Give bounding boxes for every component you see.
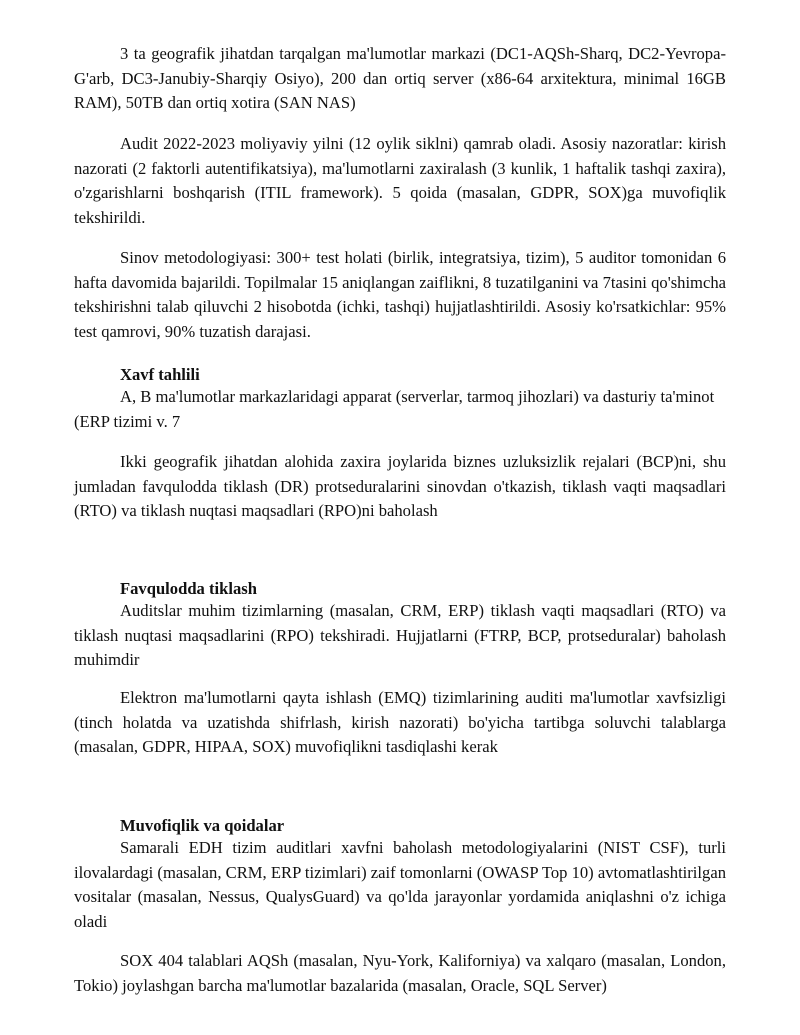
paragraph-data-centers: 3 ta geografik jihatdan tarqalgan ma'lumotlar markazi (DC1-AQSh-Sharq, DC2-Yevropa-G'arb, DC3-Janubiy-Sharqiy Osiyo), 200 dan ortiq server (x86-64 arxitektura, minimal 16GB RAM), 50TB dan ortiq xotira (SAN NAS)	[74, 44, 726, 113]
paragraph-risk-assessment: Samarali EDH tizim auditlari xavfni baholash metodologiyalarini (NIST CSF), turli ilovalardagi (masalan, CRM, ERP tizimlari) zaif tomonlarni (OWASP Top 10) avtomatlashtirilgan vositalar (masalan, Nessus, QualysGuard) va qo'lda jarayonlar yordamida aniqlashni o'z ichiga oladi	[74, 838, 726, 931]
paragraph-audit-scope: Audit 2022-2023 moliyaviy yilni (12 oylik siklni) qamrab oladi. Asosiy nazoratlar: kirish nazorati (2 faktorli autentifikatsiya), ma'lumotlarni zaxiralash (3 kunlik, 1 haftalik tashqi zaxira), o'zgarishlarni boshqarish (ITIL framework). 5 qoida (masalan, GDPR, SOX)ga muvofiqlik tekshirildi.	[74, 134, 726, 227]
heading-risk-analysis: Xavf tahlili	[120, 365, 200, 384]
paragraph-rto-rpo: Auditslar muhim tizimlarning (masalan, CRM, ERP) tiklash vaqti maqsadlari (RTO) va tiklash nuqtasi maqsadlarini (RPO) tekshiradi. Hujjatlarni (FTRP, BCP, protseduralar) baholash muhimdir	[74, 601, 726, 670]
paragraph-hardware-software: A, B ma'lumotlar markazlaridagi apparat (serverlar, tarmoq jihozlari) va dasturiy ta'minot (ERP tizimi v. 7	[74, 387, 715, 431]
heading-compliance: Muvofiqlik va qoidalar	[120, 816, 285, 835]
paragraph-emq-audit: Elektron ma'lumotlarni qayta ishlash (EMQ) tizimlarining auditi ma'lumotlar xavfsizligi (tinch holatda va uzatishda shifrlash, kirish nazorati) bo'yicha tartibga soluvchi talablarga (masalan, GDPR, HIPAA, SOX) muvofiqlikni tasdiqlashi kerak	[74, 688, 726, 757]
heading-disaster-recovery: Favqulodda tiklash	[120, 579, 257, 598]
paragraph-bcp-testing: Ikki geografik jihatdan alohida zaxira joylarida biznes uzluksizlik rejalari (BCP)ni, shu jumladan favqulodda tiklash (DR) protseduralarini sinovdan o'tkazish, tiklash vaqti maqsadlari (RTO) va tiklash nuqtasi maqsadlari (RPO)ni baholash	[74, 452, 726, 521]
paragraph-test-methodology: Sinov metodologiyasi: 300+ test holati (birlik, integratsiya, tizim), 5 auditor tomonidan 6 hafta davomida bajarildi. Topilmalar 15 aniqlangan zaiflikni, 8 tuzatilganini va 7tasini qo'shimcha tekshirishni talab qiluvchi 2 hisobotda (ichki, tashqi) hujjatlashtirildi. Asosiy ko'rsatkichlar: 95% test qamrovi, 90% tuzatish darajasi.	[74, 248, 726, 341]
paragraph-sox-404: SOX 404 talablari AQSh (masalan, Nyu-York, Kaliforniya) va xalqaro (masalan, London, Tokio) joylashgan barcha ma'lumotlar bazalarida (masalan, Oracle, SQL Server)	[74, 951, 726, 995]
